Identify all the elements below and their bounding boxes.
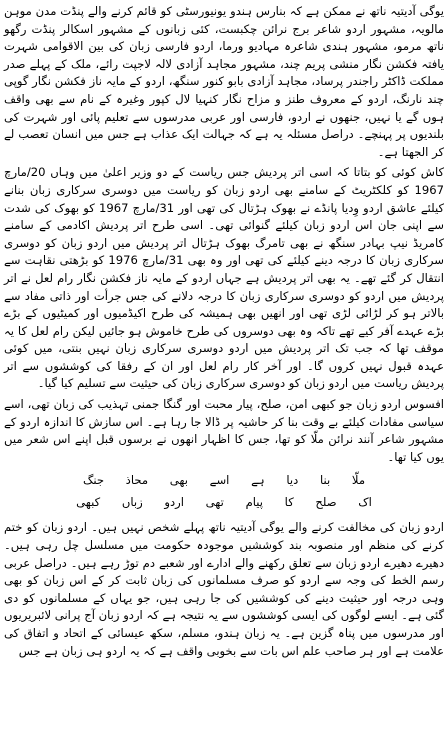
- verse-line-1: ملّا بنا دیا ہے اسے بھی محاذ جنگ: [82, 473, 366, 488]
- article-paragraph-2: کاش کوئی کو بتاتا کہ اسی اتر پردیش جس ریاست کے دو وزیر اعلیٰ میں وہاں 20/مارچ 1967 کو کلکٹریٹ کے سامنے بھی اردو زبان کو ریاست میں دوسری سرکاری زبان بنانے کیلئے عاشق اردو وِدیا پانڈے نے بھوک ہڑتال کی تھی اور 31/مارچ 1967 کو بھوک کی شدت سے اپنی جان اس اردو زبان کیلئے گنوائی تھی۔ اسی طرح اتر پردیش اکادمی کے سامنے کامریڈ نیپ بہادر سنگھ نے بھی تامرگ بھوک ہڑتال اتر پردیش میں اردو زبان کو دوسری سرکاری زبان کا درجہ دینے کیلئے کی تھی اور وہ بھی 31/مارچ 1976 کو بڑھتی نقاہت سے انتقال کر گئے تھے۔ یہ بھی اتر پردیش ہے جہاں اردو کے مایہ ناز فکشن نگار رام لعل نے اتر پردیش میں اردو کو دوسری سرکاری زبان کا درجہ دلانے کی جس جرأت اور ذاتی مفاد سے بالاتر ہو کر لڑائی لڑی تھی اور انھیں بھی ہمیشہ کی طرح اکیڈمیوں اور کمیٹیوں کے بڑے بڑے عہدے آفر کیے تھے تاکہ وہ بھی دوسروں کی طرح خاموش ہو جائیں لیکن رام لعل کا یہ موقف تھا کہ جب تک اتر پردیش میں اردو دوسری سرکاری زبان نہیں بنتی، میں کوئی عہدہ قبول نہیں کروں گا۔ اور آخر کار رام لعل اور ان کے رفقا کی کوششوں سے اتر پردیش ریاست میں اردو زبان کو دوسری سرکاری زبان کی حیثیت سے تسلیم کیا گیا۔: [4, 165, 444, 391]
- article-paragraph-1: یوگی آدیتیہ ناتھ نے ممکن ہے کہ بنارس ہندو یونیورسٹی کو قائم کرنے والے پنڈت مدن موہن مالویہ، مشہور اردو شاعر برج نرائن چکبست، کئی زبانوں کے مشہور اسکالر پنڈت رگھو ناتھ مرمو، مشہور ہندی شاعرہ مہادیو ورما، اردو فارسی زبان کی بین الاقوامی شہرت یافتہ فکشن نگار منشی پریم چند، مشہور مجاہد آزادی لالہ لاجپت رائے، ملک کے پہلے صدر مملکت ڈاکٹر راجندر پرساد، مجاہد آزادی بابو کنور سنگھ، اردو کے مایہ ناز فکشن نگار گوپی چند نارنگ، اردو کے معروف طنز و مزاح نگار کنہیا لال کپور وغیرہ کے نام سے بھی واقف ہوں گے یا نہیں، جنھوں نے اردو، فارسی اور عربی مدرسوں سے تعلیم پائی اور شہرت کی بلندیوں پر پہنچے۔ دراصل مسئلہ یہ ہے کہ جہالت ایک عذاب ہے جس میں انسان تعصب لے کر الجھتا ہے۔: [4, 4, 444, 159]
- verse-line-2: اک صلح کا پیام تھی اردو زباں کبھی: [76, 495, 372, 510]
- verse-couplet: [4, 469, 444, 513]
- article-paragraph-3: افسوس اردو زبان جو کبھی امن، صلح، پیار محبت اور گنگا جمنی تہذیب کی زبان تھی، اسے سیاسی مفادات کیلئے بے وقت بنا کر حاشیہ پر ڈالا جا رہا ہے۔ اس سازش کا اندازہ اردو کے مشہور شاعر آنند نرائن ملّا کو تھا، جس کا اظہار انھوں نے برسوں قبل اپنے اس شعر میں یوں کیا تھا۔: [4, 397, 444, 464]
- article-paragraph-4: اردو زبان کی مخالفت کرنے والے یوگی آدیتیہ ناتھ پہلے شخص نہیں ہیں۔ اردو زبان کو ختم کرنے کی منظم اور منصوبہ بند کوششیں موجودہ حکومت میں مسلسل چل رہی ہیں۔ دھیرے دھیرے اردو زبان سے تعلق رکھنے والے ادارے اور شعبے دم توڑ رہے ہیں۔ دراصل عربی رسم الخط کی وجہ سے اردو کو صرف مسلمانوں کی زبان ثابت کر کے اس زبان کو بھی وہی درجہ اور حیثیت دینے کی کوششیں کی جا رہی ہیں، جو یہاں کے مسلمانوں کو دی گئی ہے۔ ایسے لوگوں کی ایسی کوششوں سے یہ نتیجہ ہے کہ اردو زبان آج پرانی لائبریریوں اور مدرسوں میں پناہ گزین ہے۔ یہ زبان ہندو، مسلم، سکھ عیسائی کے اتحاد و اتفاق کی علامت ہے اور ہر صاحب علم اس بات سے بخوبی واقف ہے کہ یہ اردو ہی زبان ہے جس: [4, 520, 444, 658]
